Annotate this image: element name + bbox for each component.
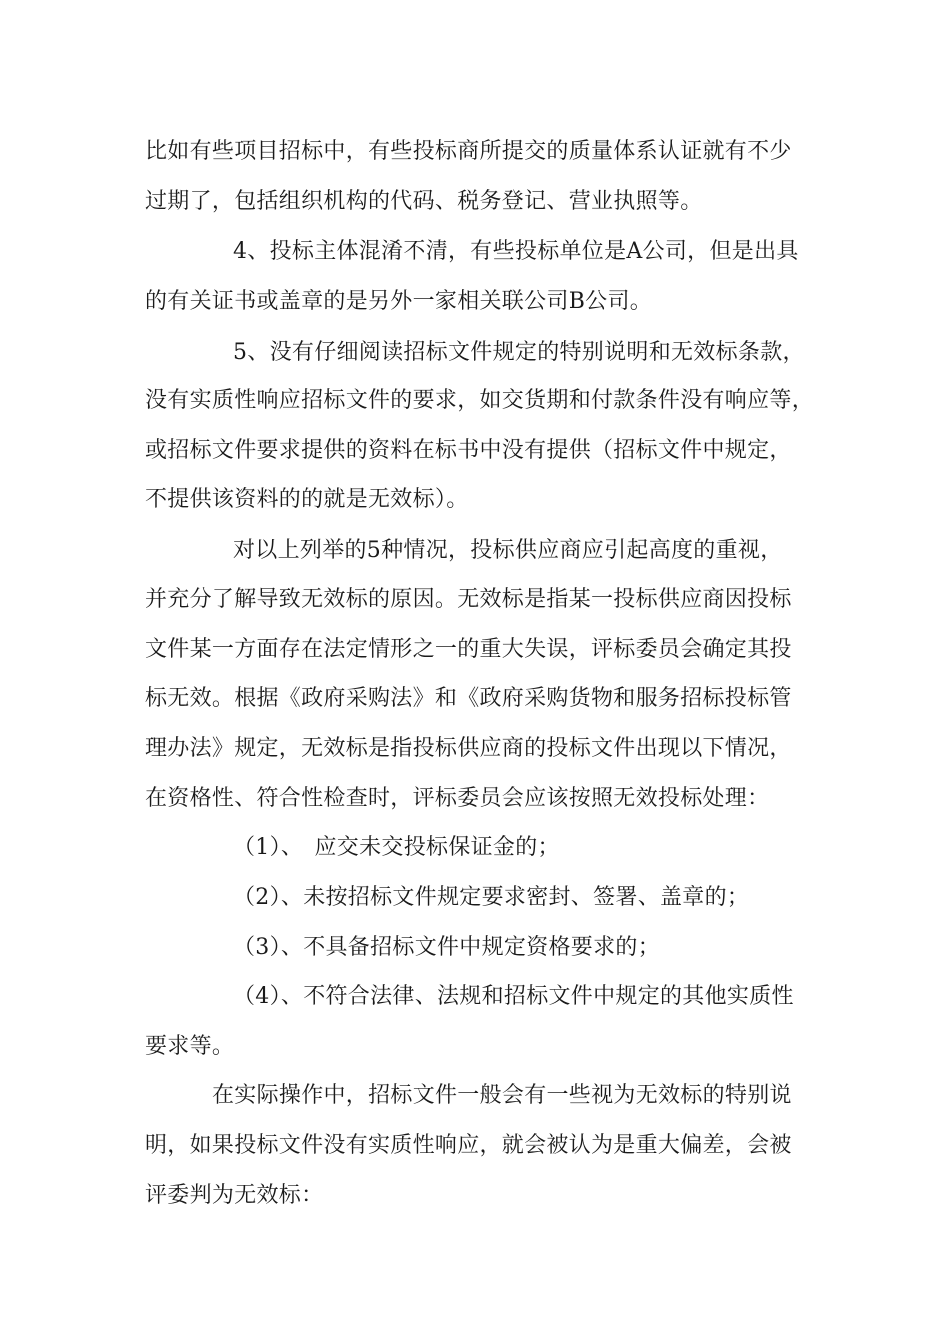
list-item: （4）、不符合法律、法规和招标文件中规定的其他实质性: [233, 984, 794, 1009]
paragraph-line: 在实际操作中，招标文件一般会有一些视为无效标的特别说: [212, 1083, 792, 1108]
paragraph-line: 并充分了解导致无效标的原因。无效标是指某一投标供应商因投标: [145, 587, 792, 612]
paragraph-line: 评委判为无效标：: [145, 1183, 324, 1208]
paragraph-line: 理办法》规定，无效标是指投标供应商的投标文件出现以下情况，: [145, 736, 792, 761]
paragraph-line: 过期了，包括组织机构的代码、税务登记、营业执照等。: [145, 189, 703, 214]
paragraph-line: 标无效。根据《政府采购法》和《政府采购货物和服务招标投标管: [145, 686, 792, 711]
paragraph-line: 5、没有仔细阅读招标文件规定的特别说明和无效标条款，: [233, 340, 805, 365]
paragraph-line: 的有关证书或盖章的是另外一家相关联公司B公司。: [145, 289, 653, 314]
paragraph-line: 要求等。: [145, 1034, 235, 1059]
paragraph-line: 文件某一方面存在法定情形之一的重大失误，评标委员会确定其投: [145, 637, 792, 662]
paragraph-line: 比如有些项目招标中，有些投标商所提交的质量体系认证就有不少: [145, 139, 792, 164]
paragraph-line: 明，如果投标文件没有实质性响应，就会被认为是重大偏差，会被: [145, 1133, 792, 1158]
list-item: （1）、 应交未交投标保证金的；: [233, 835, 560, 860]
list-item: （2）、未按招标文件规定要求密封、签署、盖章的；: [233, 885, 750, 910]
paragraph-line: 不提供该资料的的就是无效标）。: [145, 487, 469, 512]
paragraph-line: 没有实质性响应招标文件的要求，如交货期和付款条件没有响应等，: [145, 388, 815, 413]
paragraph-line: 4、投标主体混淆不清，有些投标单位是A公司，但是出具: [233, 239, 799, 264]
list-item: （3）、不具备招标文件中规定资格要求的；: [233, 935, 660, 960]
paragraph-line: 在资格性、符合性检查时，评标委员会应该按照无效投标处理：: [145, 786, 770, 811]
paragraph-line: 或招标文件要求提供的资料在标书中没有提供（招标文件中规定，: [145, 438, 792, 463]
paragraph-line: 对以上列举的5种情况，投标供应商应引起高度的重视，: [233, 538, 783, 563]
